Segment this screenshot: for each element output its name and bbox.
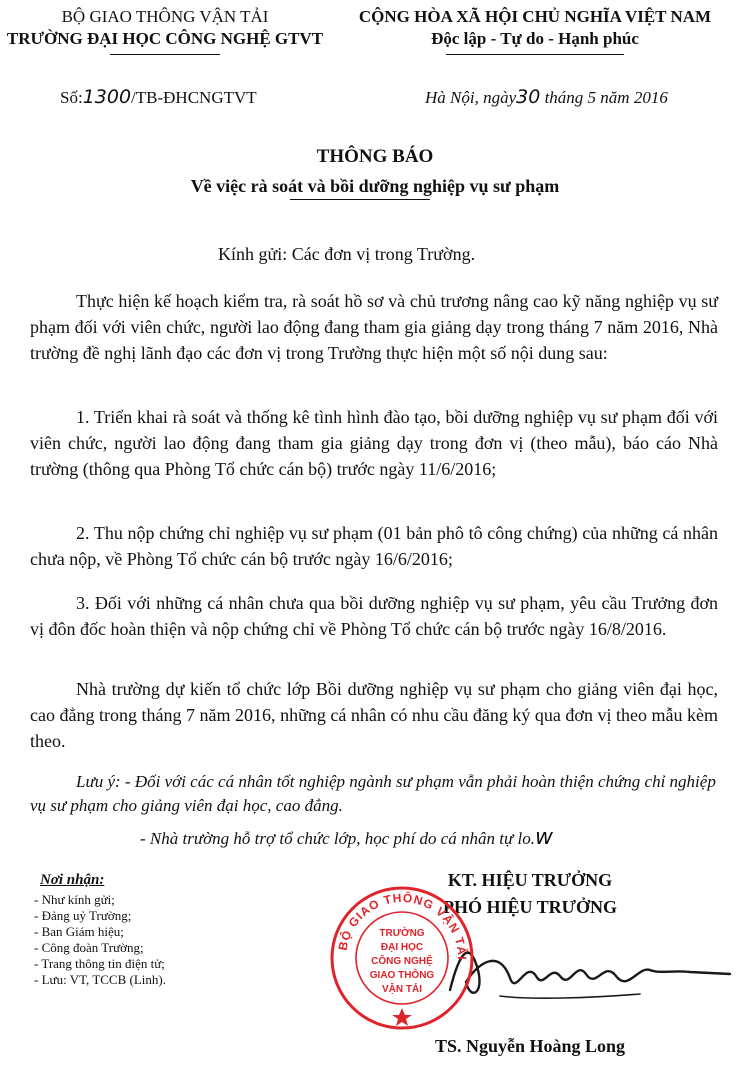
- seal-ring-text: BỘ GIAO THÔNG VẬN TẢI: [335, 890, 470, 961]
- recipient-line: Kính gửi: Các đơn vị trong Trường.: [218, 244, 476, 264]
- list-item: - Trang thông tin điện tử;: [34, 956, 165, 971]
- document-title: THÔNG BÁO: [316, 146, 434, 167]
- body-paragraph-training: Nhà trường dự kiến tổ chức lớp Bồi dưỡng nghiệp vụ sư phạm cho giảng viên đại học, cao đẳng trong tháng 7 năm 2016, những cá nhân có nhu cầu đăng ký qua đơn vị theo mẫu kèm theo.: [30, 679, 718, 751]
- ministry-name: BỘ GIAO THÔNG VẬN TẢI: [61, 7, 269, 26]
- signer-name: TS. Nguyễn Hoàng Long: [434, 1036, 626, 1056]
- signature-kt: KT. HIỆU TRƯỞNG: [447, 870, 613, 890]
- document-number: [60, 86, 257, 108]
- list-item: - Ban Giám hiệu;: [34, 924, 124, 939]
- note-support-text: - Nhà trường hỗ trợ tổ chức lớp, học phí do cá nhân tự lo.: [140, 829, 536, 848]
- date-rest: tháng 5 năm 2016: [544, 88, 668, 107]
- subtitle-underline: [290, 199, 430, 200]
- seal-line: GIAO THÔNG: [369, 970, 435, 981]
- body-paragraph-intro: Thực hiện kế hoạch kiểm tra, rà soát hồ sơ và chủ trương nâng cao kỹ năng nghiệp vụ sư phạm đối với viên chức, người lao động đang tham gia giảng dạy trong tháng 7 năm 2016, Nhà trường đề nghị lãnh đạo các đơn vị trong Trường thực hiện một số nội dung sau:: [30, 291, 718, 363]
- number-prefix: Số:: [60, 88, 83, 107]
- motto-underline: [446, 54, 624, 55]
- document-subtitle: Về việc rà soát và bồi dưỡng nghiệp vụ sư phạm: [190, 176, 560, 196]
- official-seal: [328, 884, 476, 1032]
- document-date: [425, 86, 668, 108]
- handwritten-number: 1300: [82, 86, 132, 108]
- seal-line: CÔNG NGHỆ: [371, 956, 433, 967]
- receivers-title: Nơi nhận:: [40, 872, 105, 888]
- national-header: [320, 6, 750, 50]
- list-item: - Công đoàn Trường;: [34, 940, 144, 955]
- handwritten-initial: w: [535, 825, 554, 850]
- issuer-underline: [110, 54, 220, 55]
- country-name: CỘNG HÒA XÃ HỘI CHỦ NGHĨA VIỆT NAM: [358, 7, 712, 26]
- list-item: - Đảng uỷ Trường;: [34, 908, 132, 923]
- issuer-block: [0, 6, 330, 50]
- seal-star-icon: [392, 1008, 412, 1026]
- list-item: - Lưu: VT, TCCB (Linh).: [34, 972, 166, 987]
- body-paragraph-item-3: 3. Đối với những cá nhân chưa qua bồi dưỡng nghiệp vụ sư phạm, yêu cầu Trưởng đơn vị đôn đốc hoàn thiện và nộp chứng chỉ về Phòng Tổ chức cán bộ trước ngày 16/8/2016.: [30, 593, 718, 639]
- body-paragraph-item-1: 1. Triển khai rà soát và thống kê tình hình đào tạo, bồi dưỡng nghiệp vụ sư phạm đối với viên chức, người lao động đang tham gia giảng dạy trong đơn vị (theo mẫu), báo cáo Nhà trường (thông qua Phòng Tổ chức cán bộ) trước ngày 11/6/2016;: [30, 407, 718, 479]
- body-paragraph-item-2: 2. Thu nộp chứng chỉ nghiệp vụ sư phạm (01 bản phô tô công chứng) của những cá nhân chưa nộp, về Phòng Tổ chức cán bộ trước ngày 16/6/2016;: [30, 523, 718, 569]
- handwritten-day: 30: [516, 86, 541, 108]
- note-support: [140, 826, 720, 851]
- signature-position: PHÓ HIỆU TRƯỞNG: [442, 897, 617, 917]
- national-motto: Độc lập - Tự do - Hạnh phúc: [431, 29, 639, 48]
- date-prefix: Hà Nội, ngày: [425, 88, 517, 107]
- seal-line: VẬN TẢI: [382, 984, 422, 995]
- receivers-list: [34, 892, 166, 988]
- school-name: TRƯỜNG ĐẠI HỌC CÔNG NGHỆ GTVT: [6, 29, 324, 48]
- list-item: - Như kính gửi;: [34, 892, 115, 907]
- note-paragraph: Lưu ý: - Đối với các cá nhân tốt nghiệp ngành sư phạm vẫn phải hoàn thiện chứng chỉ nghiệp vụ sư phạm cho giảng viên đại học, cao đẳng.: [30, 772, 716, 815]
- number-suffix: /TB-ĐHCNGTVT: [131, 88, 257, 107]
- seal-line: ĐẠI HỌC: [380, 942, 424, 953]
- handwritten-signature: [440, 930, 740, 1010]
- seal-line: TRƯỜNG: [379, 928, 425, 939]
